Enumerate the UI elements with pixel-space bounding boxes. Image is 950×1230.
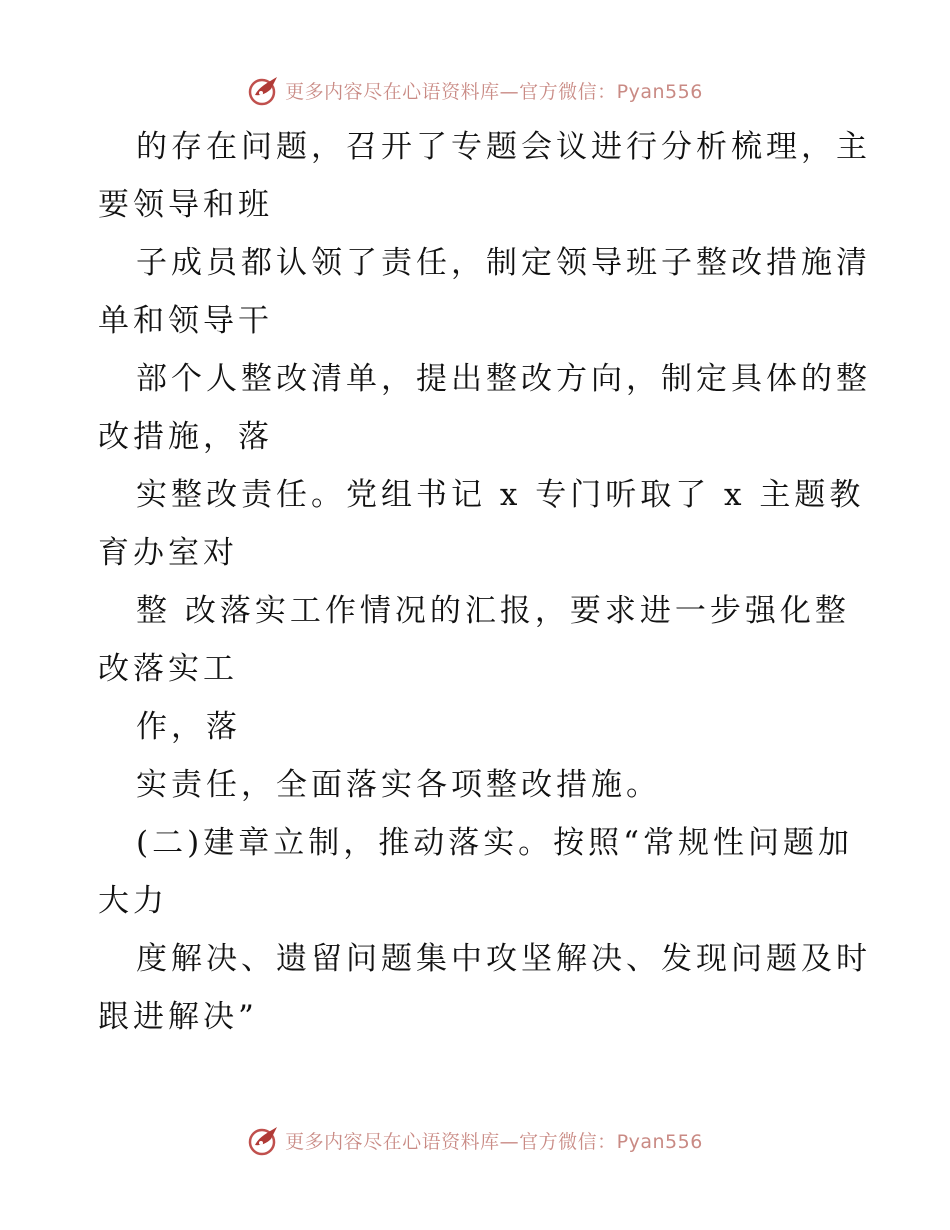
body-line: 改落实工 <box>98 651 238 687</box>
body-line: 育办室对 <box>98 535 238 571</box>
header-watermark <box>0 70 950 110</box>
footer-watermark <box>0 1120 950 1160</box>
body-line: (二)建章立制，推动落实。按照“常规性问题加 <box>136 825 854 861</box>
body-line: 作，落 <box>136 709 241 745</box>
body-line: 单和领导干 <box>98 303 273 339</box>
watermark-text: 更多内容尽在心语资料库—官方微信：Pyan556 <box>285 1130 703 1153</box>
pen-nib-logo-icon <box>247 1123 281 1157</box>
document-body <box>98 118 871 1046</box>
body-line: 实责任，全面落实各项整改措施。 <box>136 767 661 803</box>
body-line: 要领导和班 <box>98 187 273 223</box>
body-line: 改措施，落 <box>98 419 273 455</box>
body-line: 大力 <box>98 883 168 919</box>
pen-nib-logo-icon <box>247 73 281 107</box>
body-line: 子成员都认领了责任，制定领导班子整改措施清 <box>136 245 871 281</box>
body-line: 实整改责任。党组书记 x 专门听取了 x 主题教 <box>136 477 865 513</box>
body-line: 度解决、遗留问题集中攻坚解决、发现问题及时 <box>136 941 871 977</box>
body-line: 整 改落实工作情况的汇报，要求进一步强化整 <box>136 593 850 629</box>
body-line: 的存在问题，召开了专题会议进行分析梳理，主 <box>136 129 871 165</box>
watermark-text: 更多内容尽在心语资料库—官方微信：Pyan556 <box>285 80 703 103</box>
body-line: 部个人整改清单，提出整改方向，制定具体的整 <box>136 361 871 397</box>
body-line: 跟进解决” <box>98 999 258 1035</box>
